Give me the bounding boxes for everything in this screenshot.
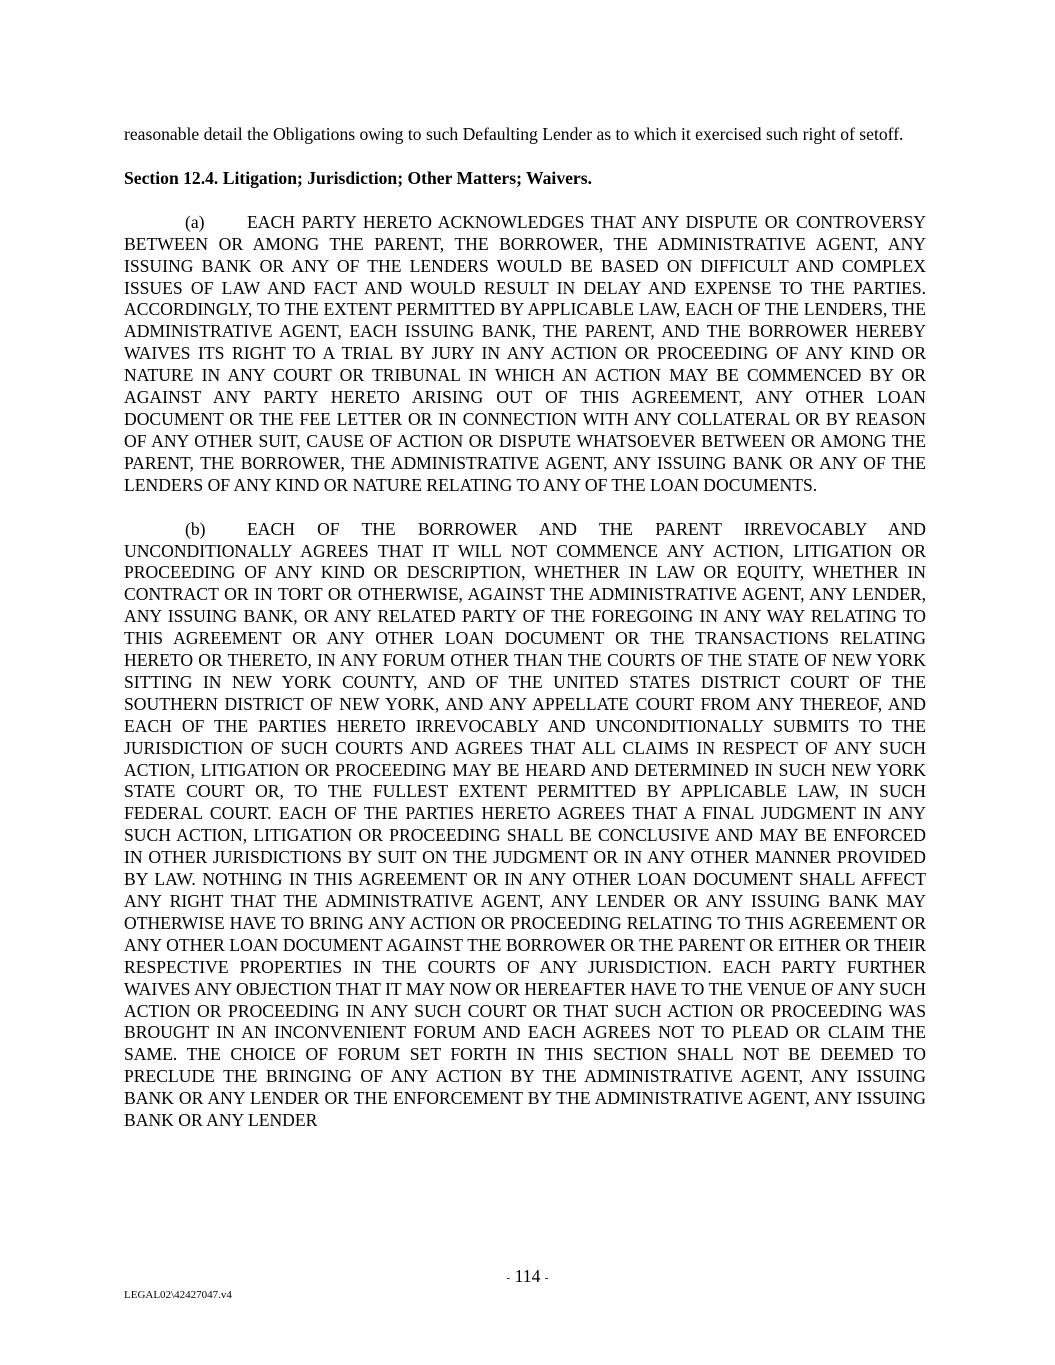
page-number-value: 114: [514, 1266, 541, 1286]
clause-a-label: (a): [185, 211, 205, 232]
page-number-dash-right: -: [544, 1271, 549, 1284]
clause-b-label: (b): [185, 518, 206, 539]
section-heading: Section 12.4. Litigation; Jurisdiction; Other Matters; Waivers.: [124, 167, 592, 188]
clause-b-text: EACH OF THE BORROWER AND THE PARENT IRREVOCABLY AND UNCONDITIONALLY AGREES THAT IT WILL NOT COMMENCE ANY ACTION, LITIGATION OR PROCEEDING OF ANY KIND OR DESCRIPTION, WHETHER IN LAW OR EQUITY, WHETHER IN CONTRACT OR IN TORT OR OTHERWISE, AGAINST THE ADMINISTRATIVE AGENT, ANY LENDER, ANY ISSUING BANK, OR ANY RELATED PARTY OF THE FOREGOING IN ANY WAY RELATING TO THIS AGREEMENT OR ANY OTHER LOAN DOCUMENT OR THE TRANSACTIONS RELATING HERETO OR THERETO, IN ANY FORUM OTHER THAN THE COURTS OF THE STATE OF NEW YORK SITTING IN NEW YORK COUNTY, AND OF THE UNITED STATES DISTRICT COURT OF THE SOUTHERN DISTRICT OF NEW YORK, AND ANY APPELLATE COURT FROM ANY THEREOF, AND EACH OF THE PARTIES HERETO IRREVOCABLY AND UNCONDITIONALLY SUBMITS TO THE JURISDICTION OF SUCH COURTS AND AGREES THAT ALL CLAIMS IN RESPECT OF ANY SUCH ACTION, LITIGATION OR PROCEEDING MAY BE HEARD AND DETERMINED IN SUCH NEW YORK STATE COURT OR, TO THE FULLEST EXTENT PERMITTED BY APPLICABLE LAW, IN SUCH FEDERAL COURT. EACH OF THE PARTIES HERETO AGREES THAT A FINAL JUDGMENT IN ANY SUCH ACTION, LITIGATION OR PROCEEDING SHALL BE CONCLUSIVE AND MAY BE ENFORCED IN OTHER JURISDICTIONS BY SUIT ON THE JUDGMENT OR IN ANY OTHER MANNER PROVIDED BY LAW. NOTHING IN THIS AGREEMENT OR IN ANY OTHER LOAN DOCUMENT SHALL AFFECT ANY RIGHT THAT THE ADMINISTRATIVE AGENT, ANY LENDER OR ANY ISSUING BANK MAY OTHERWISE HAVE TO BRING ANY ACTION OR PROCEEDING RELATING TO THIS AGREEMENT OR ANY OTHER LOAN DOCUMENT AGAINST THE BORROWER OR THE PARENT OR EITHER OR THEIR RESPECTIVE PROPERTIES IN THE COURTS OF ANY JURISDICTION. EACH PARTY FURTHER WAIVES ANY OBJECTION THAT IT MAY NOW OR HEREAFTER HAVE TO THE VENUE OF ANY SUCH ACTION OR PROCEEDING IN ANY SUCH COURT OR THAT SUCH ACTION OR PROCEEDING WAS BROUGHT IN AN INCONVENIENT FORUM AND EACH AGREES NOT TO PLEAD OR CLAIM THE SAME. THE CHOICE OF FORUM SET FORTH IN THIS SECTION SHALL NOT BE DEEMED TO PRECLUDE THE BRINGING OF ANY ACTION BY THE ADMINISTRATIVE AGENT, ANY ISSUING BANK OR ANY LENDER OR THE ENFORCEMENT BY THE ADMINISTRATIVE AGENT, ANY ISSUING BANK OR ANY LENDER: [124, 518, 926, 1131]
page-number: [0, 1265, 1055, 1289]
clause-b: [124, 519, 926, 1132]
document-page: [124, 124, 926, 1154]
document-id: LEGAL02\42427047.v4: [124, 1289, 232, 1301]
continuation-paragraph: reasonable detail the Obligations owing to such Defaulting Lender as to which it exercised such right of setoff.: [124, 124, 904, 144]
clause-a: [124, 212, 926, 497]
page-number-dash-left: -: [506, 1271, 511, 1284]
clause-a-text: EACH PARTY HERETO ACKNOWLEDGES THAT ANY DISPUTE OR CONTROVERSY BETWEEN OR AMONG THE PARENT, THE BORROWER, THE ADMINISTRATIVE AGENT, ANY ISSUING BANK OR ANY OF THE LENDERS WOULD BE BASED ON DIFFICULT AND COMPLEX ISSUES OF LAW AND FACT AND WOULD RESULT IN DELAY AND EXPENSE TO THE PARTIES. ACCORDINGLY, TO THE EXTENT PERMITTED BY APPLICABLE LAW, EACH OF THE LENDERS, THE ADMINISTRATIVE AGENT, EACH ISSUING BANK, THE PARENT, AND THE BORROWER HEREBY WAIVES ITS RIGHT TO A TRIAL BY JURY IN ANY ACTION OR PROCEEDING OF ANY KIND OR NATURE IN ANY COURT OR TRIBUNAL IN WHICH AN ACTION MAY BE COMMENCED BY OR AGAINST ANY PARTY HERETO ARISING OUT OF THIS AGREEMENT, ANY OTHER LOAN DOCUMENT OR THE FEE LETTER OR IN CONNECTION WITH ANY COLLATERAL OR BY REASON OF ANY OTHER SUIT, CAUSE OF ACTION OR DISPUTE WHATSOEVER BETWEEN OR AMONG THE PARENT, THE BORROWER, THE ADMINISTRATIVE AGENT, ANY ISSUING BANK OR ANY OF THE LENDERS OF ANY KIND OR NATURE RELATING TO ANY OF THE LOAN DOCUMENTS.: [124, 211, 926, 495]
